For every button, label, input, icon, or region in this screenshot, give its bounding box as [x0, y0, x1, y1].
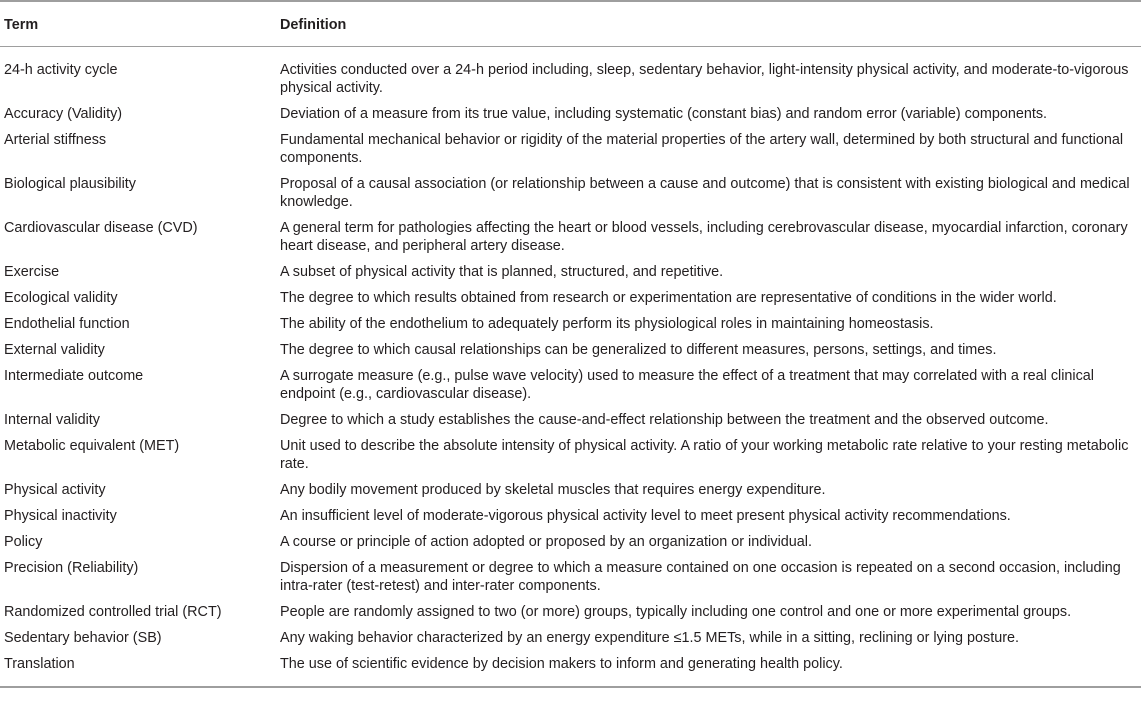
definition-cell: An insufficient level of moderate-vigorous physical activity level to meet present physical activity recommendations. — [280, 508, 1011, 524]
definition-cell: Degree to which a study establishes the cause-and-effect relationship between the treatment and the observed outcome. — [280, 412, 1049, 428]
term-cell: Policy — [4, 534, 43, 550]
table-row — [0, 529, 1141, 555]
term-cell: External validity — [4, 342, 105, 358]
definition-cell: A surrogate measure (e.g., pulse wave velocity) used to measure the effect of a treatment that may correlated with a real clinical endpoint (e.g., cardiovascular disease). — [280, 368, 1095, 402]
term-cell: Precision (Reliability) — [4, 560, 139, 576]
definition-cell: Deviation of a measure from its true value, including systematic (constant bias) and random error (variable) components. — [280, 106, 1048, 122]
table-row — [0, 651, 1141, 687]
definition-cell: Activities conducted over a 24-h period including, sleep, sedentary behavior, light-intensity physical activity, and moderate-to-vigorous physical activity. — [280, 62, 1129, 96]
table-row — [0, 171, 1141, 215]
term-cell: Biological plausibility — [4, 176, 136, 192]
definition-cell: The use of scientific evidence by decision makers to inform and generating health policy. — [276, 651, 1141, 687]
definition-cell: A course or principle of action adopted or proposed by an organization or individual. — [280, 534, 812, 550]
table-row — [0, 625, 1141, 651]
term-cell: Physical inactivity — [4, 508, 117, 524]
definition-cell: People are randomly assigned to two (or more) groups, typically including one control and one or more experimental groups. — [280, 604, 1072, 620]
term-cell: 24-h activity cycle — [4, 62, 118, 78]
term-cell: Arterial stiffness — [4, 132, 107, 148]
term-cell: Cardiovascular disease (CVD) — [4, 220, 198, 236]
table-row — [0, 477, 1141, 503]
term-cell: Endothelial function — [4, 316, 130, 332]
definition-cell: The degree to which results obtained from research or experimentation are representative of conditions in the wider world. — [280, 290, 1057, 306]
definition-cell: Fundamental mechanical behavior or rigidity of the material properties of the artery wall, determined by both structural and functional components. — [280, 132, 1124, 166]
term-cell: Sedentary behavior (SB) — [4, 630, 162, 646]
term-cell: Translation — [0, 651, 276, 687]
term-cell: Internal validity — [4, 412, 100, 428]
header-term: Term — [0, 1, 276, 47]
table-row — [0, 363, 1141, 407]
table-row — [0, 127, 1141, 171]
table-row — [0, 311, 1141, 337]
term-cell: Accuracy (Validity) — [4, 106, 123, 122]
table-row — [0, 337, 1141, 363]
term-cell: Randomized controlled trial (RCT) — [4, 604, 222, 620]
definition-cell: Unit used to describe the absolute intensity of physical activity. A ratio of your working metabolic rate relative to your resting metabolic rate. — [280, 438, 1129, 472]
definition-cell: The ability of the endothelium to adequately perform its physiological roles in maintaining homeostasis. — [280, 316, 934, 332]
definition-cell: Any waking behavior characterized by an energy expenditure ≤1.5 METs, while in a sitting, reclining or lying posture. — [280, 630, 1020, 646]
table-row — [0, 433, 1141, 477]
term-cell: Exercise — [4, 264, 60, 280]
table-row — [0, 101, 1141, 127]
term-cell: Intermediate outcome — [4, 368, 144, 384]
table-row — [0, 285, 1141, 311]
table-header — [0, 1, 1141, 47]
table-row — [0, 215, 1141, 259]
table-row — [0, 599, 1141, 625]
term-cell: Metabolic equivalent (MET) — [4, 438, 180, 454]
definition-cell: Dispersion of a measurement or degree to which a measure contained on one occasion is repeated on a second occasion, including intra-rater (test-retest) and inter-rater components. — [280, 560, 1121, 594]
term-cell: Ecological validity — [4, 290, 118, 306]
header-definition: Definition — [276, 1, 1141, 47]
table-row — [0, 503, 1141, 529]
definition-cell: Any bodily movement produced by skeletal muscles that requires energy expenditure. — [280, 482, 826, 498]
table-row — [0, 407, 1141, 433]
definition-cell: Proposal of a causal association (or relationship between a cause and outcome) that is consistent with existing biological and medical knowledge. — [280, 176, 1130, 210]
definition-cell: A subset of physical activity that is planned, structured, and repetitive. — [280, 264, 724, 280]
definition-cell: The degree to which causal relationships can be generalized to different measures, persons, settings, and times. — [280, 342, 997, 358]
table-row — [0, 259, 1141, 285]
table-row — [0, 555, 1141, 599]
definition-cell: A general term for pathologies affecting the heart or blood vessels, including cerebrovascular disease, myocardial infarction, coronary heart disease, and peripheral artery disease. — [280, 220, 1128, 254]
table-body — [0, 47, 1141, 688]
header-row — [0, 1, 1141, 47]
table-row — [0, 47, 1141, 102]
term-cell: Physical activity — [4, 482, 106, 498]
